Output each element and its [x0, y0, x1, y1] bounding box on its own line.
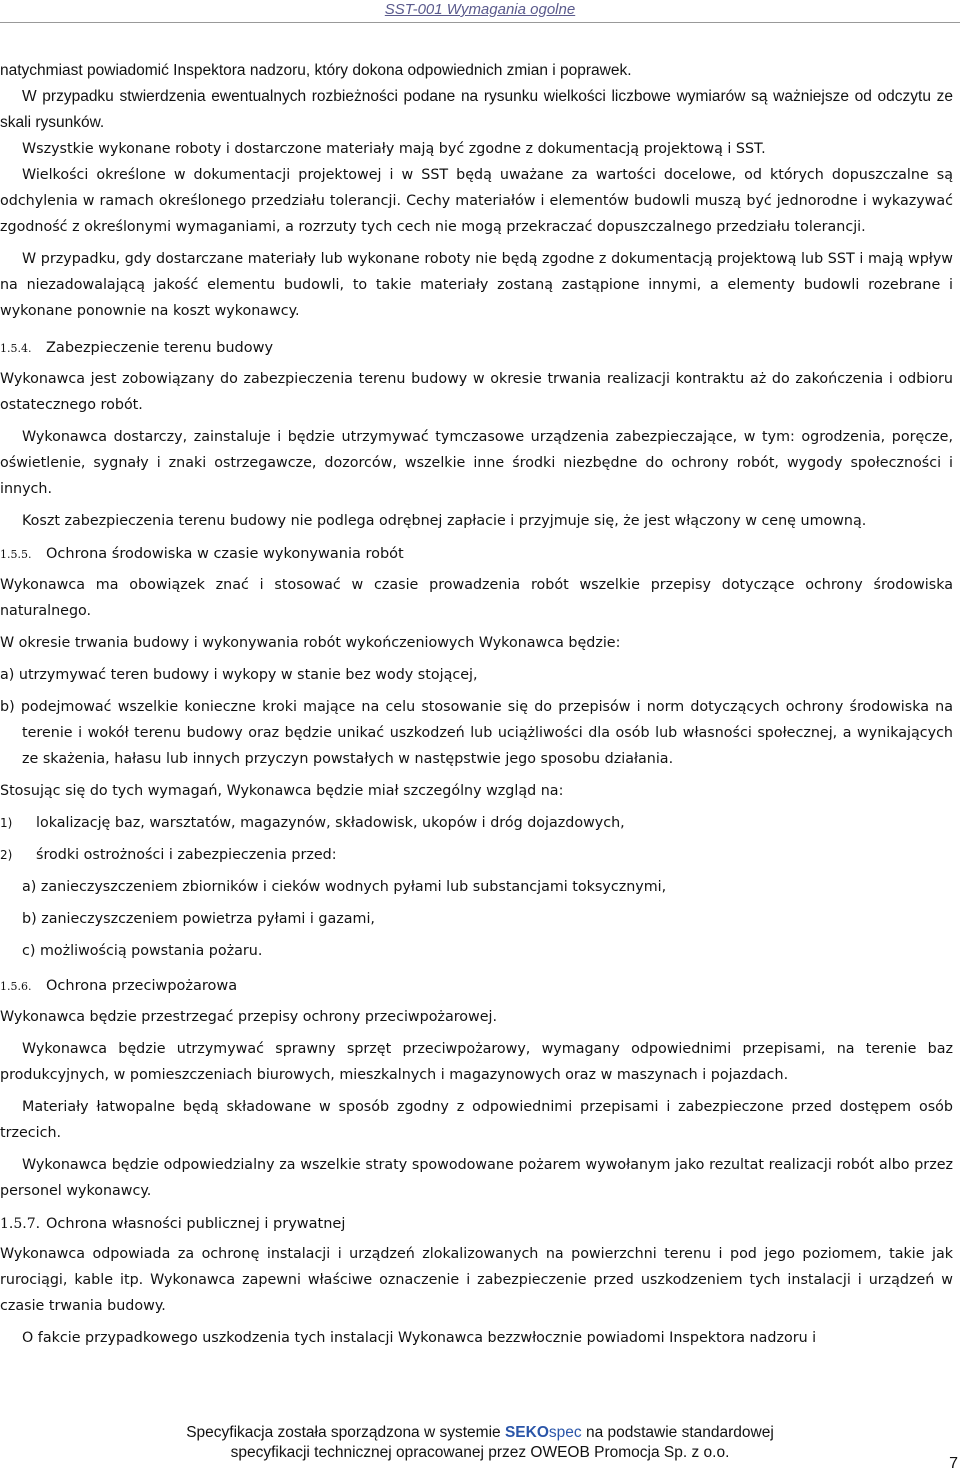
section-number: 1.5.4.: [0, 342, 32, 355]
section-title: Ochrona przeciwpożarowa: [46, 978, 238, 994]
item-number: 2): [0, 848, 13, 862]
paragraph: Wykonawca ma obowiązek znać i stosować w czasie prowadzenia robót wszelkie przepisy dotyczące ochrony środowiska naturalnego.: [0, 577, 953, 619]
item-text: środki ostrożności i zabezpieczenia przed:: [36, 847, 337, 863]
page-footer: [0, 1423, 960, 1463]
footer-text: Specyfikacja została sporządzona w systemie: [186, 1424, 505, 1441]
paragraph: Materiały łatwopalne będą składowane w sposób zgodny z odpowiednimi przepisami i zabezpieczone przed dostępem osób trzecich.: [0, 1099, 953, 1141]
sub-list-item: c) możliwością powstania pożaru.: [22, 943, 263, 959]
section-heading-1-5-4: [0, 334, 953, 362]
paragraph: W okresie trwania budowy i wykonywania robót wykończeniowych Wykonawca będzie:: [0, 635, 621, 651]
section-title: Ochrona środowiska w czasie wykonywania robót: [46, 546, 404, 562]
page-header: [0, 0, 960, 23]
list-item: b) podejmować wszelkie konieczne kroki mające na celu stosowanie się do przepisów i norm dotyczących ochrony środowiska na terenie i wokół terenu budowy oraz będzie unikać uszkodzeń lub uciążliwości dla osób lub własności społecznej, a wynikających ze skażenia, hałasu lub innych przyczyn powstałych w następstwie jego sposobu działania.: [0, 699, 953, 767]
page-number: 7: [949, 1455, 958, 1472]
section-heading-1-5-6: [0, 972, 953, 1000]
paragraph: W przypadku, gdy dostarczane materiały lub wykonane roboty nie będą zgodne z dokumentacją projektową lub SST i mają wpływ na niezadowalającą jakość elementu budowli, to takie materiały zostaną zastąpione innymi, a elementy budowli rozebrane i wykonane ponownie na koszt wykonawcy.: [0, 251, 953, 319]
numbered-item: [0, 842, 953, 868]
list-item: a) utrzymywać teren budowy i wykopy w stanie bez wody stojącej,: [0, 667, 478, 683]
section-heading-1-5-5: [0, 540, 953, 568]
brand-seko: SEKO: [504, 1424, 549, 1441]
sub-list-item: b) zanieczyszczeniem powietrza pyłami i gazami,: [22, 911, 375, 927]
brand-spec: spec: [548, 1424, 582, 1441]
paragraph: Koszt zabezpieczenia terenu budowy nie podlega odrębnej zapłacie i przyjmuje się, że jest włączony w cenę umowną.: [22, 513, 867, 529]
paragraph: Wykonawca będzie przestrzegać przepisy ochrony przeciwpożarowej.: [0, 1009, 498, 1025]
footer-text: na podstawie standardowej: [581, 1424, 774, 1441]
sub-list-item: a) zanieczyszczeniem zbiorników i cieków wodnych pyłami lub substancjami toksycznymi,: [22, 879, 667, 895]
footer-line-1: [0, 1423, 960, 1443]
header-title: SST-001 Wymagania ogolne: [384, 1, 576, 18]
paragraph: Stosując się do tych wymagań, Wykonawca będzie miał szczególny wzgląd na:: [0, 783, 564, 799]
numbered-item: [0, 810, 953, 836]
paragraph: O fakcie przypadkowego uszkodzenia tych instalacji Wykonawca bezzwłocznie powiadomi Inspektora nadzoru i: [22, 1330, 817, 1346]
paragraph: natychmiast powiadomić Inspektora nadzoru, który dokona odpowiednich zmian i poprawek.: [0, 62, 632, 79]
section-number: 1.5.6.: [0, 980, 32, 993]
section-number: 1.5.7.: [0, 1216, 41, 1232]
section-heading-1-5-7: [0, 1210, 953, 1237]
paragraph: Wykonawca dostarczy, zainstaluje i będzie utrzymywać tymczasowe urządzenia zabezpieczające, w tym: ogrodzenia, poręcze, oświetlenie, sygnały i znaki ostrzegawcze, dozorców, wszelkie inne środki niezbędne do ochrony robót, wygody społeczności i innych.: [0, 429, 953, 497]
section-title: Ochrona własności publicznej i prywatnej: [46, 1216, 346, 1232]
paragraph: Wykonawca jest zobowiązany do zabezpieczenia terenu budowy w okresie trwania realizacji kontraktu aż do zakończenia i odbioru ostatecznego robót.: [0, 371, 953, 413]
paragraph: W przypadku stwierdzenia ewentualnych rozbieżności podane na rysunku wielkości liczbowe wymiarów są ważniejsze od odczytu ze skali rysunków.: [0, 88, 953, 131]
section-number: 1.5.5.: [0, 548, 32, 561]
footer-line-2: specyfikacji technicznej opracowanej przez OWEOB Promocja Sp. z o.o.: [230, 1444, 730, 1461]
paragraph: Wykonawca odpowiada za ochronę instalacji i urządzeń zlokalizowanych na powierzchni terenu i pod jego poziomem, takie jak rurociągi, kable itp. Wykonawca zapewni właściwe oznaczenie i zabezpieczenie przed uszkodzeniem tych instalacji i urządzeń w czasie trwania budowy.: [0, 1246, 953, 1314]
paragraph: Wszystkie wykonane roboty i dostarczone materiały mają być zgodne z dokumentacją projektową i SST.: [22, 141, 766, 157]
section-title: Zabezpieczenie terenu budowy: [46, 340, 274, 356]
item-text: lokalizację baz, warsztatów, magazynów, składowisk, ukopów i dróg dojazdowych,: [36, 815, 625, 831]
paragraph: Wykonawca będzie odpowiedzialny za wszelkie straty spowodowane pożarem wywołanym jako rezultat realizacji robót albo przez personel wykonawcy.: [0, 1157, 953, 1199]
paragraph: Wykonawca będzie utrzymywać sprawny sprzęt przeciwpożarowy, wymagany odpowiednimi przepisami, na terenie baz produkcyjnych, w pomieszczeniach biurowych, mieszkalnych i magazynowych oraz w maszynach i pojazdach.: [0, 1041, 953, 1083]
item-number: 1): [0, 816, 13, 830]
paragraph: Wielkości określone w dokumentacji projektowej i w SST będą uważane za wartości docelowe, od których dopuszczalne są odchylenia w ramach określonego przedziału tolerancji. Cechy materiałów i elementów budowli muszą być jednorodne i wykazywać zgodność z określonymi wymaganiami, a rozrzuty tych cech nie mogą przekraczać dopuszczalnego przedziału tolerancji.: [0, 167, 953, 235]
document-body: [0, 58, 953, 1357]
